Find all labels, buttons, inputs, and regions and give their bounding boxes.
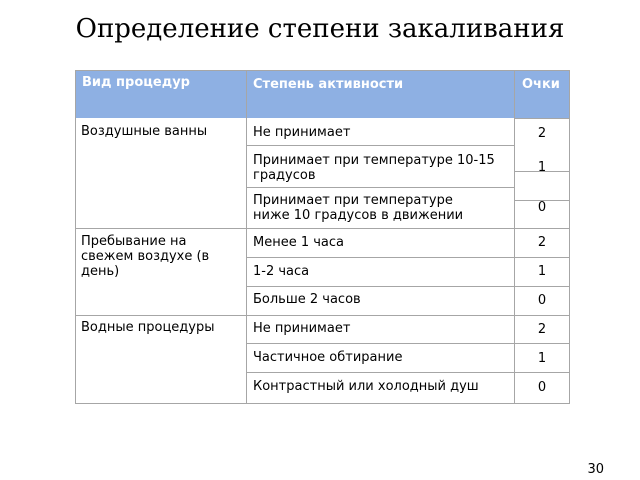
row-divider <box>514 118 570 119</box>
activity-cell: 1-2 часа <box>253 264 310 279</box>
points-cell: 0 <box>537 200 547 215</box>
header-activity: Степень активности <box>253 77 404 92</box>
points-cell: 0 <box>537 380 547 395</box>
group-divider <box>75 228 570 229</box>
points-cell: 1 <box>537 160 547 175</box>
points-cell: 1 <box>537 264 547 279</box>
activity-cell: Частичное обтирание <box>253 350 403 365</box>
points-cell: 2 <box>537 126 547 141</box>
procedure-name: Пребывание на свежем воздухе (в день) <box>81 234 210 279</box>
row-divider <box>246 343 514 344</box>
activity-cell: Больше 2 часов <box>253 292 361 307</box>
row-divider <box>514 286 570 287</box>
activity-cell: Принимает при температуре 10-15 градусов <box>253 153 495 183</box>
row-divider <box>246 145 514 146</box>
header-points: Очки <box>522 77 560 92</box>
row-divider <box>514 343 570 344</box>
activity-cell: Не принимает <box>253 125 351 140</box>
procedure-name: Воздушные ванны <box>81 124 208 139</box>
activity-cell: Не принимает <box>253 321 351 336</box>
column-divider <box>246 70 247 404</box>
points-cell: 1 <box>537 351 547 366</box>
activity-cell: Контрастный или холодный душ <box>253 379 479 394</box>
row-divider <box>514 372 570 373</box>
points-cell: 2 <box>537 322 547 337</box>
header-procedure: Вид процедур <box>82 75 190 90</box>
row-divider <box>246 187 514 188</box>
row-divider <box>514 257 570 258</box>
procedure-name: Водные процедуры <box>81 320 215 335</box>
points-cell: 0 <box>537 293 547 308</box>
page-number: 30 <box>587 462 604 477</box>
row-divider <box>246 286 514 287</box>
points-cell: 2 <box>537 235 547 250</box>
activity-cell: Принимает при температуре ниже 10 градусов в движении <box>253 193 464 223</box>
row-divider <box>246 372 514 373</box>
activity-cell: Менее 1 часа <box>253 235 345 250</box>
row-divider <box>246 257 514 258</box>
slide-title: Определение степени закаливания <box>75 14 565 44</box>
group-divider <box>75 315 570 316</box>
